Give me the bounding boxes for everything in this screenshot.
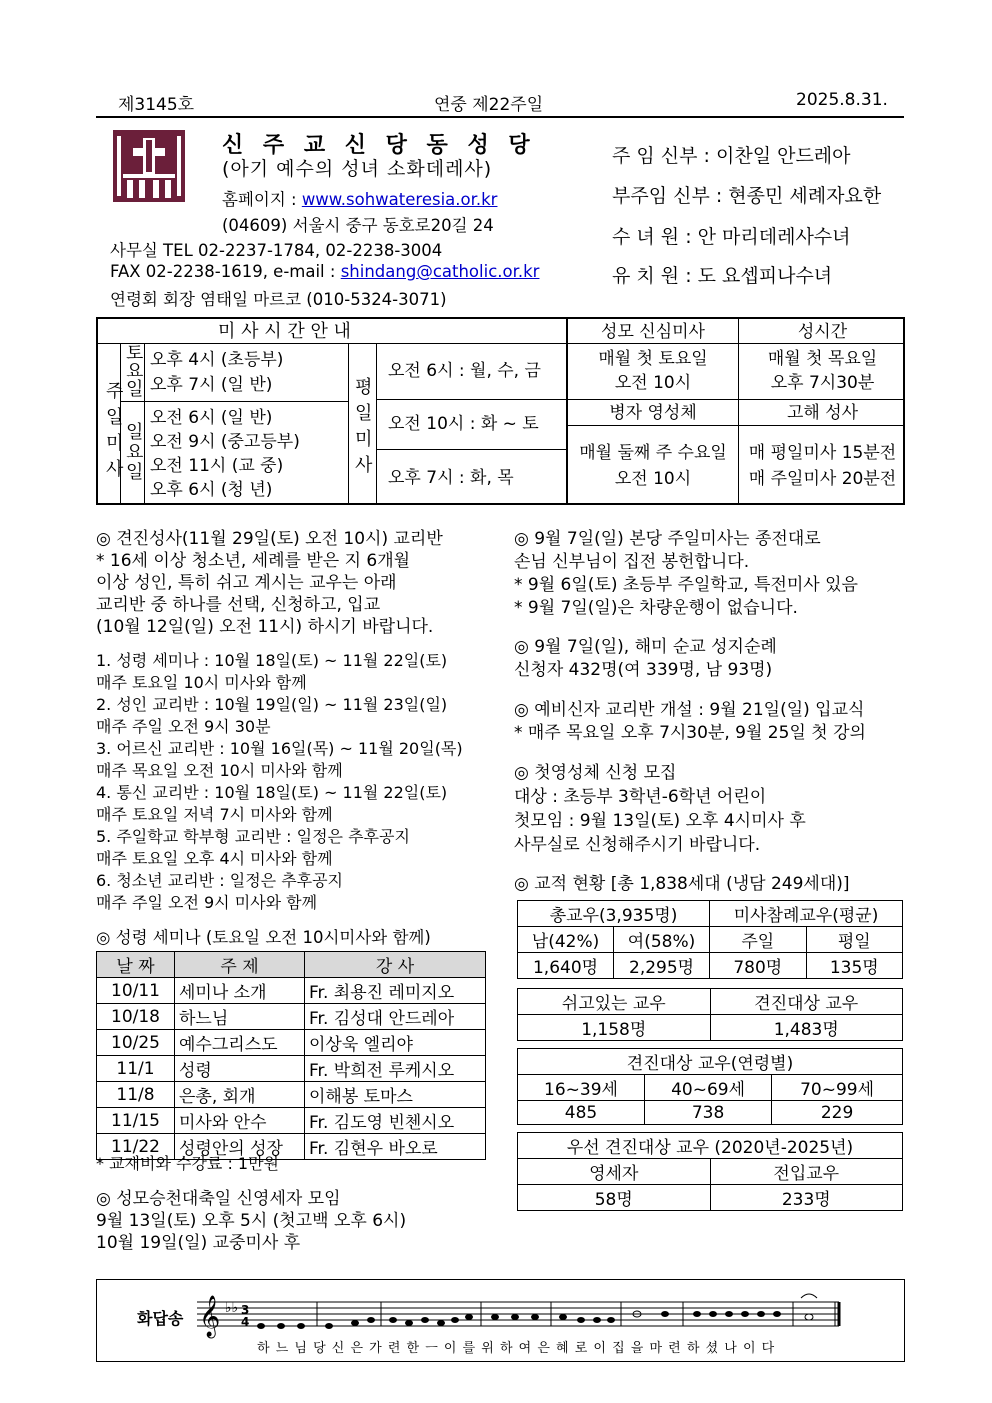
- church-name: 신 주 교 신 당 동 성 당: [222, 133, 536, 158]
- class-list-item: 매주 토요일 저녁 7시 미사와 함께: [96, 805, 333, 824]
- saturday-mass-1: 오후 4시 (초등부): [150, 350, 284, 370]
- class-list-item: 6. 청소년 교리반 : 일정은 추후공지: [96, 871, 344, 890]
- sept7-mass-body-1: 손님 신부님이 집전 봉헌합니다.: [514, 552, 750, 572]
- assumption-body-1: 9월 13일(토) 오후 5시 (첫고백 오후 6시): [96, 1211, 407, 1231]
- first-communion-body-1: 대상 : 초등부 3학년-6학년 어린이: [514, 787, 767, 807]
- svg-text:𝄞: 𝄞: [199, 1296, 221, 1337]
- seminar-table: [96, 951, 486, 1160]
- psalm-lyrics: 하 느 님 당 신 은 가 련 한 ㅡ 이 를 위 하 여 은 혜 로 이 집 을 마 련 하 셨 나 이 다: [257, 1341, 776, 1356]
- issue-date: 2025.8.31.: [796, 90, 888, 110]
- table-row: 1,640명 2,295명 780명 135명: [518, 953, 903, 979]
- issue-header: [96, 88, 904, 118]
- responsorial-psalm: [96, 1279, 905, 1362]
- assumption-body-2: 10월 19일(일) 교중미사 후: [96, 1233, 301, 1253]
- saturday-label: 토요일: [126, 343, 144, 400]
- table-header-row: 날 짜 주 제 강 사: [97, 952, 486, 978]
- fee-note: * 교재비와 수강료 : 1만원: [96, 1154, 280, 1173]
- fax-email-line: FAX 02-2238-1619, e-mail : shindang@catholic.or.kr: [110, 262, 540, 281]
- sick-communion-title: 병자 영성체: [609, 403, 697, 423]
- confirmation-body-4: (10월 12일(일) 오전 11시) 하시기 바랍니다.: [96, 617, 434, 637]
- council-contact: 연령회 회장 염태일 마르코 (010-5324-3071): [110, 290, 447, 309]
- staff-assistant: 부주임 신부 : 현종민 세례자요한: [612, 185, 882, 207]
- homepage-link[interactable]: www.sohwateresia.or.kr: [301, 190, 498, 209]
- class-list-item: 5. 주일학교 학부형 교리반 : 일정은 추후공지: [96, 827, 410, 846]
- table-row: 11/15 미사와 안수 Fr. 김도영 빈첸시오: [97, 1108, 486, 1134]
- table-row: 10/18 하느님 Fr. 김성대 안드레아: [97, 1004, 486, 1030]
- class-list-item: 매주 토요일 10시 미사와 함께: [96, 673, 307, 692]
- table-row: 58명 233명: [518, 1185, 903, 1211]
- sunday-mass-4: 오후 6시 (청 년): [150, 480, 273, 500]
- sunday-mass-1: 오전 6시 (일 반): [150, 408, 273, 428]
- pilgrimage-body: 신청자 432명(여 339명, 남 93명): [514, 660, 773, 680]
- staff-kindergarten: 유 치 원 : 도 요셉피나수녀: [612, 265, 833, 287]
- svg-text:3: 3: [241, 1303, 250, 1317]
- weekday-mass-label: 평일미사: [355, 377, 373, 476]
- membership-table: 총교우(3,935명) 미사참례교우(평균) 남(42%) 여(58%) 주일 평일 1,640명 2,295명 780명 135명: [517, 900, 903, 979]
- pilgrimage-heading: ◎ 9월 7일(일), 해미 순교 성지순례: [514, 637, 777, 657]
- priority-confirmation-table: 우선 견진대상 교우 (2020년-2025년) 영세자 전입교우 58명 233명: [517, 1132, 903, 1211]
- liturgical-week: 연중 제22주일: [434, 95, 544, 115]
- catechumen-heading: ◎ 예비신자 교리반 개설 : 9월 21일(일) 입교식: [514, 700, 865, 720]
- church-logo: [113, 130, 185, 202]
- first-communion-body-3: 사무실로 신청해주시기 바랍니다.: [514, 835, 761, 855]
- confession-text-1: 매 평일미사 15분전: [748, 443, 897, 463]
- confirmation-heading: ◎ 견진성사(11월 29일(토) 오전 10시) 교리반: [96, 529, 443, 549]
- confession-title: 고해 성사: [786, 403, 859, 423]
- class-list-item: 매주 주일 오전 9시 30분: [96, 717, 271, 736]
- homepage-line: 홈페이지 : www.sohwateresia.or.kr: [222, 190, 498, 209]
- weekday-mass-2: 오전 10시 : 화 ~ 토: [388, 414, 539, 434]
- holy-hour-title: 성시간: [797, 322, 848, 342]
- table-row: 10/25 예수그리스도 이상욱 엘리야: [97, 1030, 486, 1056]
- class-list-item: 3. 어르신 교리반 : 10월 16일(목) ~ 11월 20일(목): [96, 739, 463, 758]
- table-row: 11/8 은총, 회개 이해봉 토마스: [97, 1082, 486, 1108]
- svg-text:♭♭: ♭♭: [225, 1300, 239, 1316]
- confirmation-body-1: * 16세 이상 청소년, 세례를 받은 지 6개월: [96, 551, 411, 571]
- table-row: 10/11 세미나 소개 Fr. 최용진 레미지오: [97, 978, 486, 1004]
- weekday-mass-1: 오전 6시 : 월, 수, 금: [388, 361, 541, 381]
- staff-pastor: 주 임 신부 : 이찬일 안드레아: [612, 145, 851, 167]
- weekday-mass-3: 오후 7시 : 화, 목: [388, 468, 514, 488]
- table-row: 11/22 성령안의 성장 Fr. 김현우 바오로: [97, 1134, 486, 1160]
- class-list-item: 매주 토요일 오후 4시 미사와 함께: [96, 849, 333, 868]
- holy-hour-text-1: 매월 첫 목요일: [767, 349, 878, 369]
- catechumen-body: * 매주 목요일 오후 7시30분, 9월 25일 첫 강의: [514, 723, 866, 743]
- confirmation-body-2: 이상 성인, 특히 쉬고 계시는 교우는 아래: [96, 573, 397, 593]
- church-subtitle: (아기 예수의 성녀 소화데레사): [222, 158, 493, 180]
- confirmation-body-3: 교리반 중 하나를 선택, 신청하고, 입교: [96, 595, 381, 615]
- psalm-label: 화답송: [137, 1309, 184, 1328]
- sunday-mass-3: 오전 11시 (교 중): [150, 456, 284, 476]
- mass-title: 미 사 시 간 안 내: [218, 321, 351, 342]
- staff-convent: 수 녀 원 : 안 마리데레사수녀: [612, 226, 851, 248]
- sunday-mass-label: 주일미사: [106, 381, 124, 480]
- class-list-item: 4. 통신 교리반 : 10월 18일(토) ~ 11월 22일(토): [96, 783, 448, 802]
- holy-hour-text-2: 오후 7시30분: [770, 373, 875, 393]
- table-row: 11/1 성령 Fr. 박희전 루케시오: [97, 1056, 486, 1082]
- class-list-item: 매주 주일 오전 9시 미사와 함께: [96, 893, 318, 912]
- email-link[interactable]: shindang@catholic.or.kr: [340, 262, 540, 281]
- svg-text:4: 4: [241, 1315, 250, 1329]
- resting-confirmation-table: 쉬고있는 교우 견진대상 교우 1,158명 1,483명: [517, 988, 903, 1041]
- sept7-mass-body-2: * 9월 6일(토) 초등부 주일학교, 특전미사 있음: [514, 575, 858, 595]
- sunday-day-label: 일요일: [126, 422, 144, 483]
- saturday-mass-2: 오후 7시 (일 반): [150, 375, 273, 395]
- parish-stats-heading: ◎ 교적 현황 [총 1,838세대 (냉담 249세대)]: [514, 874, 850, 894]
- first-communion-heading: ◎ 첫영성체 신청 모집: [514, 763, 677, 783]
- music-staff: [197, 1290, 897, 1340]
- marian-mass-text-1: 매월 첫 토요일: [598, 349, 708, 369]
- confession-text-2: 매 주일미사 20분전: [748, 469, 897, 489]
- marian-mass-text-2: 오전 10시: [614, 373, 692, 393]
- seminar-heading: ◎ 성령 세미나 (토요일 오전 10시미사와 함께): [96, 928, 431, 947]
- class-list-item: 매주 목요일 오전 10시 미사와 함께: [96, 761, 343, 780]
- sept7-mass-heading: ◎ 9월 7일(일) 본당 주일미사는 종전대로: [514, 529, 821, 549]
- class-list-item: 2. 성인 교리반 : 10월 19일(일) ~ 11월 23일(일): [96, 695, 448, 714]
- first-communion-body-2: 첫모임 : 9월 13일(토) 오후 4시미사 후: [514, 811, 806, 831]
- table-row: 1,158명 1,483명: [518, 1015, 903, 1041]
- confirmation-age-table: 견진대상 교우(연령별) 16~39세 40~69세 70~99세 485 738 229: [517, 1048, 903, 1125]
- sick-communion-text-1: 매월 둘째 주 수요일: [579, 443, 727, 463]
- table-row: 485 738 229: [518, 1101, 903, 1125]
- sick-communion-text-2: 오전 10시: [614, 469, 692, 489]
- marian-mass-title: 성모 신심미사: [601, 322, 705, 342]
- class-list-item: 1. 성령 세미나 : 10월 18일(토) ~ 11월 22일(토): [96, 651, 448, 670]
- sunday-mass-2: 오전 9시 (중고등부): [150, 432, 300, 452]
- assumption-heading: ◎ 성모승천대축일 신영세자 모임: [96, 1189, 341, 1209]
- issue-number: 제3145호: [118, 95, 195, 115]
- mass-schedule: [96, 317, 905, 505]
- address: (04609) 서울시 중구 동호로20길 24: [222, 216, 494, 235]
- sept7-mass-body-3: * 9월 7일(일)은 차량운행이 없습니다.: [514, 598, 798, 618]
- office-phone: 사무실 TEL 02-2237-1784, 02-2238-3004: [110, 241, 443, 260]
